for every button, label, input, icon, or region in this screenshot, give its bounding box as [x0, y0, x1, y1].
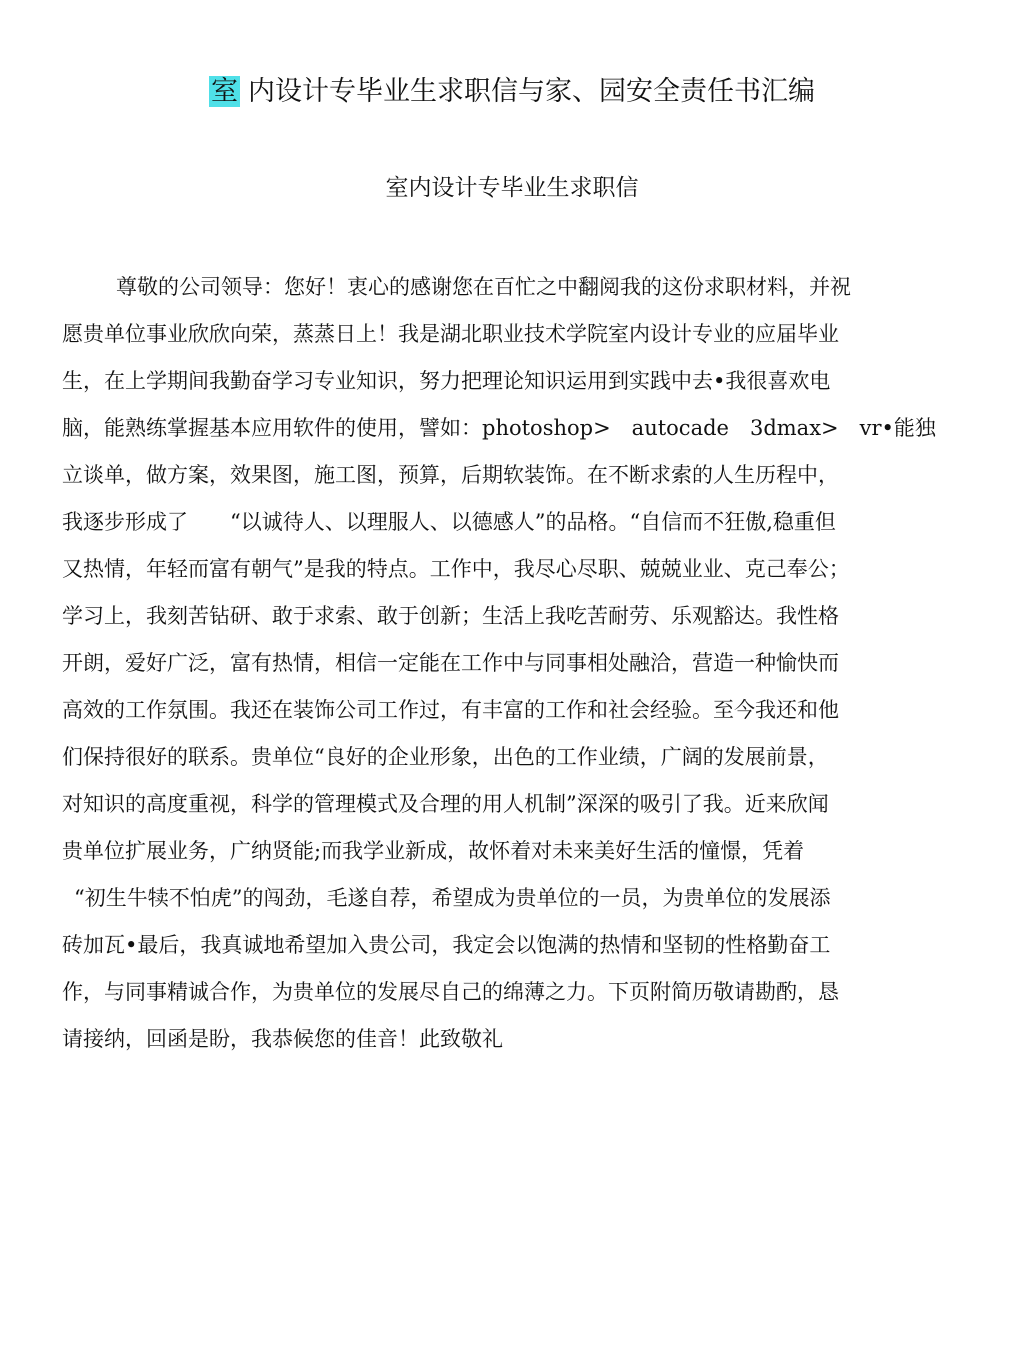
body-line: 立谈单，做方案，效果图，施工图，预算，后期软装饰。在不断求索的人生历程中， [62, 463, 839, 487]
section-heading: 室内设计专毕业生求职信 [385, 175, 639, 201]
body-line: 尊敬的公司领导：您好！衷心的感谢您在百忙之中翻阅我的这份求职材料，并祝 [116, 275, 851, 299]
body-line: 开朗，爱好广泛，富有热情，相信一定能在工作中与同事相处融洽，营造一种愉快而 [62, 651, 839, 675]
body-line: 我逐步形成了 “以诚待人、以理服人、以德感人”的品格。“自信而不狂傲,稳重但 [62, 510, 836, 534]
body-line: 脑，能熟练掌握基本应用软件的使用，譬如：photoshop> autocade 3dmax> vr•能独 [62, 416, 936, 440]
body-line: 砖加瓦•最后，我真诚地希望加入贵公司，我定会以饱满的热情和坚韧的性格勤奋工 [62, 933, 831, 957]
body-line: 高效的工作氛围。我还在装饰公司工作过，有丰富的工作和社会经验。至今我还和他 [62, 698, 839, 722]
body-line: 学习上，我刻苦钻研、敢于求索、敢于创新；生活上我吃苦耐劳、乐观豁达。我性格 [62, 604, 839, 628]
body-line: 作，与同事精诚合作，为贵单位的发展尽自己的绵薄之力。下页附简历敬请勘酌，恳 [62, 980, 839, 1004]
title-highlighted-char: 室 [211, 76, 238, 107]
body-line: 又热情，年轻而富有朝气”是我的特点。工作中，我尽心尽职、兢兢业业、克己奉公； [62, 557, 850, 581]
body-line: “初生牛犊不怕虎”的闯劲，毛遂自荐，希望成为贵单位的一员，为贵单位的发展添 [74, 886, 831, 910]
body-line: 对知识的高度重视，科学的管理模式及合理的用人机制”深深的吸引了我。近来欣闻 [62, 792, 829, 816]
letter-body [62, 264, 962, 1063]
body-line: 贵单位扩展业务，广纳贤能;而我学业新成，故怀着对未来美好生活的憧憬，凭着 [62, 839, 805, 863]
document-title [0, 72, 1024, 112]
title-text: 内设计专毕业生求职信与家、园安全责任书汇编 [248, 76, 815, 107]
body-line: 生，在上学期间我勤奋学习专业知识，努力把理论知识运用到实践中去•我很喜欢电 [62, 369, 831, 393]
body-line: 请接纳，回函是盼，我恭候您的佳音！此致敬礼 [62, 1027, 503, 1051]
body-line: 们保持很好的联系。贵单位“良好的企业形象，出色的工作业绩，广阔的发展前景， [62, 745, 829, 769]
body-line: 愿贵单位事业欣欣向荣，蒸蒸日上！我是湖北职业技术学院室内设计专业的应届毕业 [62, 322, 839, 346]
